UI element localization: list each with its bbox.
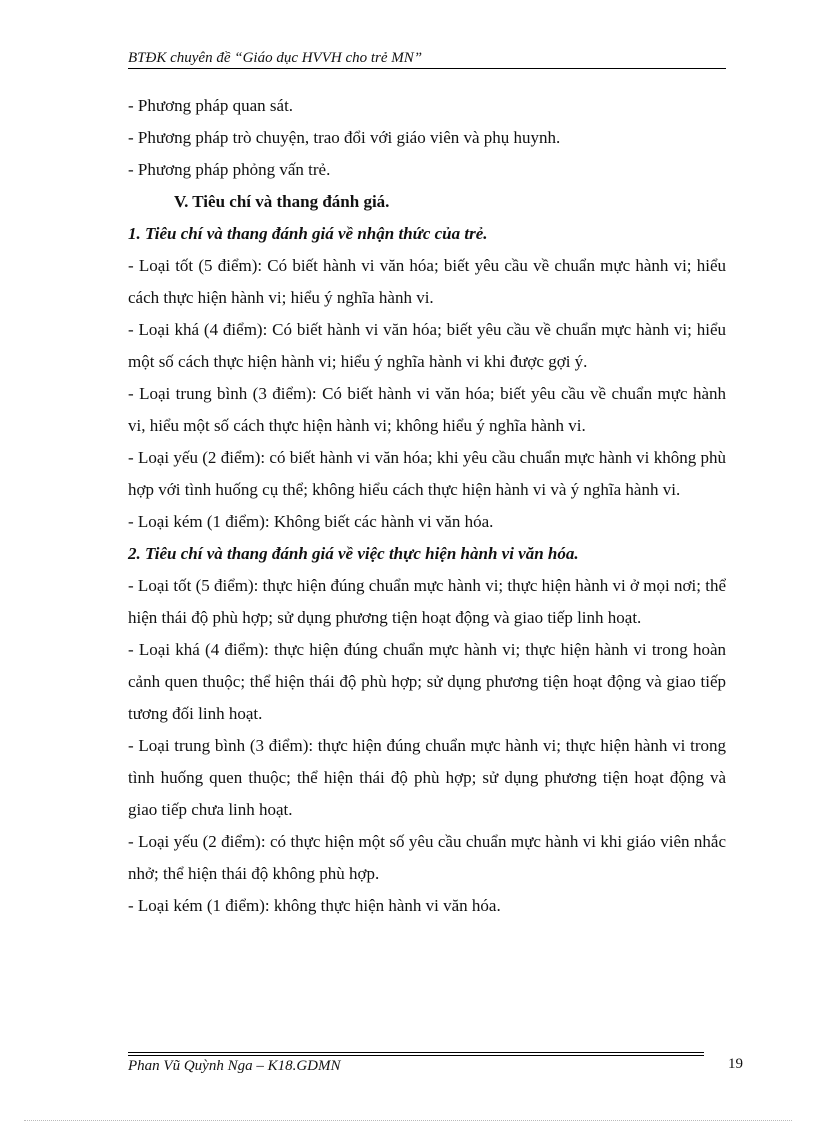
page-edge-dots	[24, 1120, 792, 1121]
method-interview: - Phương pháp phỏng vấn trẻ.	[128, 160, 331, 179]
part2-fair: - Loại khá (4 điểm): thực hiện đúng chuẩn mực hành vi; thực hiện hành vi trong hoàn cảnh quen thuộc; thể hiện thái độ phù hợp; sử dụng phương tiện hoạt động và giao tiếp tương đối linh hoạt.	[128, 640, 726, 723]
part1-weak: - Loại yếu (2 điểm): có biết hành vi văn hóa; khi yêu cầu chuẩn mực hành vi không phù hợp với tình huống cụ thể; không hiểu cách thực hiện hành vi và ý nghĩa hành vi.	[128, 448, 726, 499]
part1-average: - Loại trung bình (3 điểm): Có biết hành vi văn hóa; biết yêu cầu về chuẩn mực hành vi, hiểu một số cách thực hiện hành vi; không hiểu ý nghĩa hành vi.	[128, 384, 726, 435]
part1-poor: - Loại kém (1 điểm): Không biết các hành vi văn hóa.	[128, 512, 494, 531]
part1-fair: - Loại khá (4 điểm): Có biết hành vi văn hóa; biết yêu cầu về chuẩn mực hành vi; hiểu một số cách thực hiện hành vi; hiểu ý nghĩa hành vi khi được gợi ý.	[128, 320, 726, 371]
method-conversation: - Phương pháp trò chuyện, trao đổi với giáo viên và phụ huynh.	[128, 128, 561, 147]
footer-rule-bottom	[128, 1055, 704, 1056]
part2-average: - Loại trung bình (3 điểm): thực hiện đúng chuẩn mực hành vi; thực hiện hành vi trong tình huống quen thuộc; thể hiện thái độ phù hợp; sử dụng phương tiện hoạt động và giao tiếp chưa linh hoạt.	[128, 736, 726, 819]
header-rule	[128, 68, 726, 69]
section-v-heading: V. Tiêu chí và thang đánh giá.	[174, 192, 390, 211]
footer-rule-top	[128, 1052, 704, 1053]
part2-heading: 2. Tiêu chí và thang đánh giá về việc thực hiện hành vi văn hóa.	[128, 544, 579, 563]
part2-poor: - Loại kém (1 điểm): không thực hiện hành vi văn hóa.	[128, 896, 501, 915]
running-header: BTĐK chuyên đề “Giáo dục HVVH cho trẻ MN”	[128, 50, 423, 66]
part2-good: - Loại tốt (5 điểm): thực hiện đúng chuẩn mực hành vi; thực hiện hành vi ở mọi nơi; thể hiện thái độ phù hợp; sử dụng phương tiện hoạt động và giao tiếp linh hoạt.	[128, 576, 726, 627]
part1-good: - Loại tốt (5 điểm): Có biết hành vi văn hóa; biết yêu cầu về chuẩn mực hành vi; hiểu cách thực hiện hành vi; hiểu ý nghĩa hành vi.	[128, 256, 726, 307]
method-observation: - Phương pháp quan sát.	[128, 96, 294, 115]
footer-author: Phan Vũ Quỳnh Nga – K18.GDMN	[128, 1058, 341, 1074]
page-number: 19	[728, 1056, 743, 1072]
part2-weak: - Loại yếu (2 điểm): có thực hiện một số yêu cầu chuẩn mực hành vi khi giáo viên nhắc nhở; thể hiện thái độ không phù hợp.	[128, 832, 726, 883]
part1-heading: 1. Tiêu chí và thang đánh giá về nhận thức của trẻ.	[128, 224, 488, 243]
page-body	[128, 90, 726, 922]
